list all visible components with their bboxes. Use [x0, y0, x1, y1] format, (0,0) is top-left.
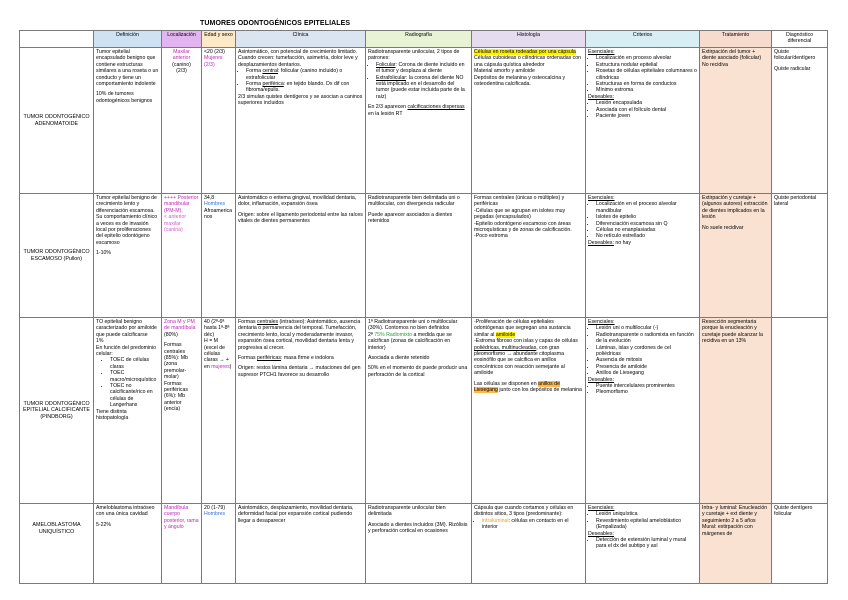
- text: Deseables:: [588, 376, 614, 383]
- text: Deseables:: [588, 93, 614, 100]
- cell-clinica: [236, 318, 366, 504]
- list-item: • Islotes de epitelio: [596, 214, 697, 220]
- list-item: • TOEC macro/microquístico: [110, 370, 159, 383]
- cell-dx: Quiste periodontal lateral: [772, 194, 828, 318]
- text: Hombres: [204, 201, 226, 208]
- text: (2/3): [176, 68, 187, 75]
- list-item: • Células no enanplasiadas: [596, 227, 697, 233]
- text: 1ª Radiotransparente uni o multilocular (30%). Contornos no bien definidos: [368, 319, 458, 332]
- cell-localizacion: [162, 194, 202, 318]
- table-row: [20, 318, 828, 504]
- cell-criterios: [586, 48, 700, 194]
- text: <20 (2/3): [204, 49, 225, 55]
- text: Tiene distinta histopatología: [96, 408, 129, 422]
- list-item: • Detección de extensión luminal y mural para el dx del subtipo y así: [596, 537, 697, 550]
- text: Radiotransparente unilocular bien delimitada: [368, 505, 446, 518]
- cell-localizacion: [162, 48, 202, 194]
- list-item: • Rosetas de células epiteliales columnares o cilíndricas: [596, 68, 697, 81]
- list-item: • Puente intercelulares prominentes: [596, 383, 697, 389]
- list-item: • Estructuras en forma de conductos: [596, 81, 697, 87]
- header-criterios: Criterios: [586, 31, 700, 48]
- table-row: [20, 504, 828, 584]
- document-title: TUMORES ODONTOGÉNICOS EPITELIALES: [200, 20, 351, 27]
- text: Deseables: no hay: [588, 239, 631, 246]
- text: Tumor epitelial encapsulado benigno que contiene estructuras similares a una roseta o un conducto y tiene un comportamiento indolente: [96, 49, 159, 88]
- text: Mural: extirpación con márgenes de: [702, 524, 753, 537]
- text: 5-22%: [96, 521, 111, 528]
- list-item: • Estructura nodular epitelial: [596, 62, 697, 68]
- cell-definicion: [94, 318, 162, 504]
- list-item: • Folicular: Corona de diente incluido en el tumor y desplaza al diente: [376, 62, 469, 75]
- text: Formas centrales (únicas o múltiples) y periféricas: [474, 195, 565, 208]
- row-name: TUMOR ODONTOGÉNICO ESCAMOSO (Pullon): [20, 194, 94, 318]
- text: 2/3 simulan quistes dentígeros y se asocian a caninos superiores incluidos: [238, 93, 363, 107]
- table-row: [20, 48, 828, 194]
- header-blank: [20, 31, 94, 48]
- cell-criterios: [586, 504, 700, 584]
- cell-clinica: Asintomático, desplazamiento, movilidad dentaria, deformidad facial por expansión cortical pudiendo llegar a desaparecer: [236, 504, 366, 584]
- list-item: • intraluminal: células en contacto en el interior: [482, 518, 583, 531]
- cell-histologia: [472, 504, 586, 584]
- cell-clinica: [236, 48, 366, 194]
- cell-tratamiento: Extirpación del tumor + diente asociado (folicular) No recidiva: [700, 48, 772, 194]
- cell-criterios: [586, 318, 700, 504]
- text: (2/3): [204, 61, 215, 68]
- text: Asintomático o eritema gingival, movilidad dentaria, dolor, inflamación, expansión ósea: [238, 195, 357, 208]
- cell-definicion: [94, 48, 162, 194]
- cell-radiografia: [366, 318, 472, 504]
- text: Cápsula que cuando cortamos y células en distintos sitios, 3 tipos (predominante):: [474, 505, 574, 518]
- text: Maxilar anterior: [172, 49, 191, 62]
- text: < anterior maxilar (canina): [164, 214, 187, 234]
- table-row: [20, 194, 828, 318]
- text: Extirpación y curetaje + (algunos autores) extracción de dientes implicados en la lesión: [702, 195, 768, 221]
- text: (excel de células claras → + en mujeres): [204, 344, 232, 370]
- row-name: AMELOBLASTOMA UNIQUÍSTICO: [20, 504, 94, 584]
- cell-histologia: [472, 318, 586, 504]
- header-tratamiento: Tratamiento: [700, 31, 772, 48]
- text: 1%: [96, 338, 104, 345]
- text: -Epitelio odontógeno escamoso con áreas microquísticas y de zonas de calcificación.: [474, 220, 572, 234]
- text: Asintomático, con potencial de crecimiento limitado. Cuando crecen: tumefacción, asimetría, dolor leve y desplazamientos dentarios.: [238, 49, 358, 68]
- list-item: • Radiotransparente o radiomixta en función de la evolución: [596, 332, 697, 345]
- text: Esenciales:: [588, 195, 615, 201]
- list-item: • Revestimiento epitelial ameloblástico (Empalizada): [596, 518, 697, 531]
- text: Mandíbula cuerpo posterior, rama y ángulo: [164, 505, 199, 531]
- cell-radiografia: [366, 504, 472, 584]
- text: Células cuboideas o cilíndricas ordenadas con una cápsula quística alrededor: [474, 55, 581, 68]
- text: Radiotransparente unilocular, 2 tipos de patrones:: [368, 49, 460, 62]
- text: 10% de tumores odontogénicos benignos: [96, 91, 153, 104]
- header-dx: Diagnóstico diferencial: [772, 31, 828, 48]
- row-name: TUMOR ODONTOGÉNICO EPITELIAL CALCIFICANTE (PINDBORG): [20, 318, 94, 504]
- list-item: • TOEC de células claras: [110, 357, 159, 370]
- list-item: • Localización en el proceso alveolar mandibular: [596, 201, 697, 214]
- text: Quiste folicular/dentígero: [774, 49, 816, 62]
- text: -Proliferación de células epiteliales odontógenas que segregan una sustancia similar al amiloide: [474, 319, 571, 338]
- text: Afroamericanos: [204, 207, 232, 221]
- text: -Estroma fibroso con islas y capas de células poliédricas, multinucleadas, con gran pleomorfismo → abundante citoplasma eosinófilo que se calcifica en anillos concéntricos con reacción semejante al amiloide: [474, 338, 578, 377]
- list-item: • TOEC no calcificante/rico en células de Langerhans: [110, 383, 159, 409]
- list-item: • Extrafolicular: la corona del diente NO está implicado en el desarrollo del tumor (puede estar incluida parte de la raíz): [376, 75, 469, 101]
- cell-tratamiento: Resección segmentaria porque la enucleación y curetaje puede alcanzar la recidiva en un 13%: [700, 318, 772, 504]
- list-item: • Ausencia de mitosis: [596, 357, 697, 363]
- text: Origen: restos lámina dentaria → mutaciones del gen supresor PTCH1 favorece su desarrollo: [238, 365, 361, 378]
- list-item: • Lesión uni o multilocular (-): [596, 325, 697, 331]
- text: Formas periféricas: masa firme e indolora: [238, 355, 334, 362]
- cell-histologia: [472, 48, 586, 194]
- text: Esenciales:: [588, 49, 615, 55]
- text: H = M: [204, 338, 218, 345]
- list-item: • No retículo estrellado: [596, 233, 697, 239]
- text: Origen: sobre el ligamento periodontal entre las raíces vitales de dientes permanentes: [238, 211, 363, 225]
- tumors-table: [19, 30, 828, 584]
- cell-edad: [202, 504, 236, 584]
- cell-edad: [202, 318, 236, 504]
- text: Esenciales:: [588, 505, 615, 511]
- text: En función del predominio celular:: [96, 344, 156, 358]
- list-item: • Anillos de Liesegang: [596, 370, 697, 376]
- header-clinica: Clínica: [236, 31, 366, 48]
- list-item: • Láminas, islas y cordones de cel poliédricas: [596, 345, 697, 358]
- text: Formas centrales (intraóseo): Asintomático, ausencia dentaria o permanencia del temporal. Tumefacción, crecimiento lento, local y moderadamente invasor, expansión ósea cortical, movilidad dentaria lenta y progresiva al crecer.: [238, 319, 361, 351]
- text: 40 (2ª-6ª hasta 1ª-8ª déc): [204, 319, 230, 338]
- cell-definicion: [94, 504, 162, 584]
- cell-edad: [202, 48, 236, 194]
- cell-radiografia: [366, 194, 472, 318]
- cell-radiografia: [366, 48, 472, 194]
- list-item: • Forma periférica: en tejido blando. Dx dif con fibroma/epulis.: [246, 81, 363, 94]
- list-item: • Lesión encapsulada: [596, 100, 697, 106]
- row-name: TUMOR ODONTOGÉNICO ADENOMATOIDE: [20, 48, 94, 194]
- list-item: • Paciente joven: [596, 113, 697, 119]
- cell-localizacion: [162, 318, 202, 504]
- cell-localizacion: [162, 504, 202, 584]
- text: 20 (1-79): [204, 505, 226, 511]
- text: (80%): [164, 331, 178, 338]
- text: 50% en el momento dx puede producir una perforación de la cortical: [368, 365, 468, 378]
- text: 2ª 75% Radiomixto a medida que se calcifican (zonas de calcificación en interior): [368, 331, 452, 351]
- list-item: • Mínimo estroma: [596, 87, 697, 93]
- header-row: [20, 31, 828, 48]
- text: -Poco estroma: [474, 233, 508, 240]
- header-definicion: Definición: [94, 31, 162, 48]
- cell-dx: [772, 48, 828, 194]
- header-radiografia: Radiografía: [366, 31, 472, 48]
- text: Células en roseta rodeadas por una cápsula: [474, 49, 576, 55]
- text: Mujeres: [204, 55, 223, 62]
- list-item: • Pleomorfismo: [596, 389, 697, 395]
- cell-histologia: [472, 194, 586, 318]
- cell-dx: Quiste dentígero folicular: [772, 504, 828, 584]
- text: Formas periféricas (6%): Mb anterior (encía): [164, 380, 188, 413]
- list-item: • Lesión uniquística: [596, 511, 697, 517]
- text: -Células que se agrupan en islotes muy pegadas (encapsulados): [474, 207, 566, 221]
- text: Zona M y PM de mandíbula: [164, 319, 196, 332]
- text: Tumor epitelial benigno de crecimiento lento y diferenciación escamosa. Su comportamiento clínico a veces es de invasión local por proliferaciones del epitelio odontógeno escamoso: [96, 195, 158, 246]
- text: Formas centrales (85%): Mb (zona premolar-molar): [164, 342, 188, 381]
- header-edad: Edad y sexo: [202, 31, 236, 48]
- text: Hombres: [204, 511, 226, 518]
- text: Depósitos de melanina y osteocalcina y osteodentina calcificada.: [474, 74, 566, 88]
- text: Puede aparecer asociados a dientes retenidos: [368, 211, 453, 225]
- text: Esenciales:: [588, 319, 615, 325]
- list-item: • Diferenciación escamosa sin Q: [596, 221, 697, 227]
- text: Quiste radicular: [774, 65, 811, 72]
- list-item: • Asociada con el folículo dental: [596, 107, 697, 113]
- text: Intra- y luminal: Enucleación y curetaje + ext diente y seguimiento 2 a 5 años: [702, 505, 768, 524]
- text: Material amorfo y amiloide: [474, 68, 535, 75]
- cell-definicion: [94, 194, 162, 318]
- text: 1-10%: [96, 250, 111, 257]
- text: 34,8: [204, 195, 215, 201]
- cell-tratamiento: [700, 504, 772, 584]
- list-item: • Forma central: folicular (canino incluido) o extrafolicular: [246, 68, 363, 81]
- cell-criterios: [586, 194, 700, 318]
- cell-edad: [202, 194, 236, 318]
- text: TO epitelial benigno caracterizado por amiloide que puede calcificarse: [96, 319, 157, 338]
- cell-tratamiento: [700, 194, 772, 318]
- cell-clinica: [236, 194, 366, 318]
- text: No suele recidivar: [702, 224, 744, 231]
- header-histologia: Histología: [472, 31, 586, 48]
- text: Las células se disponen en anillos de Liesegang junto con los depósitos de melanina: [474, 380, 582, 394]
- list-item: • Localización en proceso alveolar: [596, 55, 697, 61]
- text: En 2/3 aparecen calcificaciones dispersas en la lesión RT: [368, 104, 465, 117]
- text: Asociado a dientes incluidos (3M). Rizólisis y perforación cortical en ocasiones: [368, 521, 468, 535]
- text: ++++ Posterior mandibular (PM-M),: [164, 195, 199, 214]
- header-localizacion: Localización: [162, 31, 202, 48]
- text: Deseables:: [588, 530, 614, 537]
- text: Asociada a diente retenido: [368, 355, 430, 362]
- list-item: • Presencia de amiloide: [596, 364, 697, 370]
- cell-dx: [772, 318, 828, 504]
- text: (canino): [172, 61, 191, 68]
- text: Ameloblastoma intraóseo con una única cavidad: [96, 505, 155, 518]
- text: Radiotransparente bien delimitada uni o multilocular, con divergencia radicular: [368, 195, 460, 208]
